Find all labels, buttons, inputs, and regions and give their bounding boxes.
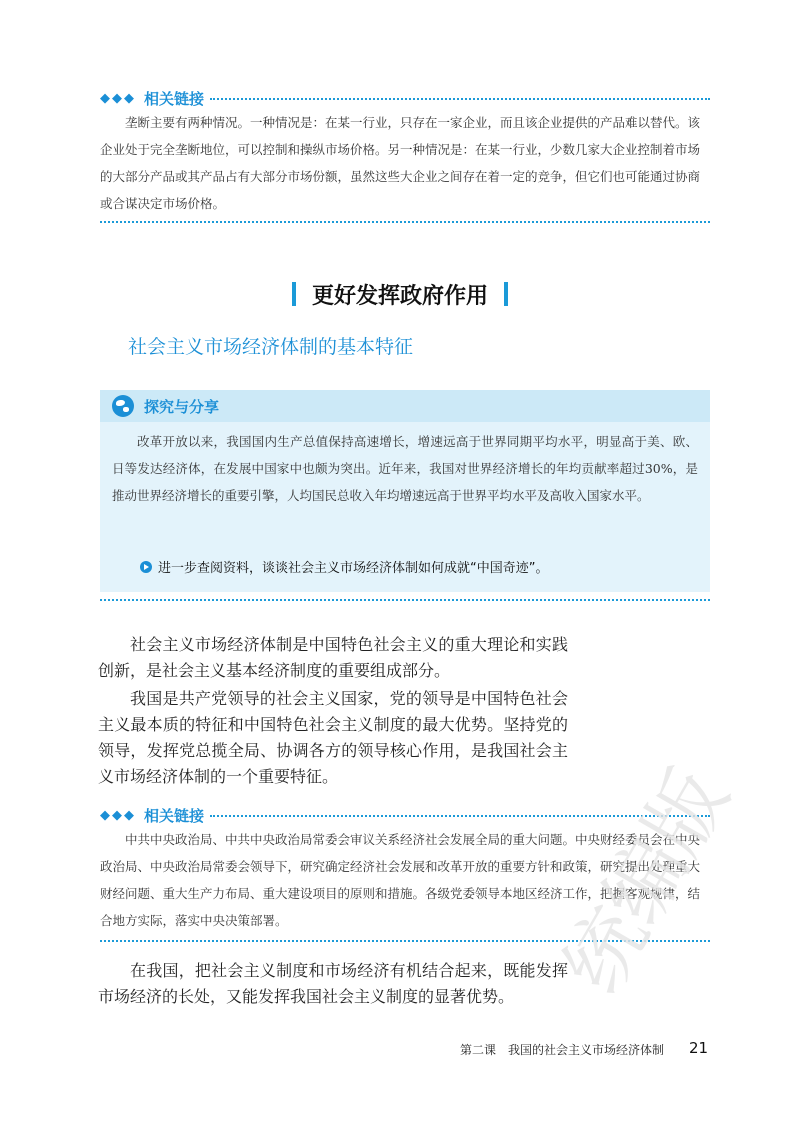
dotted-divider <box>100 599 710 601</box>
body-paragraph: 我国是共产党领导的社会主义国家，党的领导是中国特色社会主义最本质的特征和中国特色社会主义制度的最大优势。坚持党的领导，发挥党总揽全局、协调各方的领导核心作用，是我国社会主义市场经济体制的一个重要特征。 <box>98 689 568 786</box>
globe-icon <box>112 395 134 417</box>
explore-share-title: 探究与分享 <box>144 397 220 416</box>
dotted-divider <box>100 221 710 223</box>
related-link-paragraph: 垄断主要有两种情况。一种情况是：在某一行业，只存在一家企业，而且该企业提供的产品难以替代。该企业处于完全垄断地位，可以控制和操纵市场价格。另一种情况是：在某一行业，少数几家大企业控制着市场的大部分产品或其产品占有大部分市场份额，虽然这些大企业之间存在着一定的竞争，但它们也可能通过协商或合谋决定市场价格。 <box>100 115 701 211</box>
subheading: 社会主义市场经济体制的基本特征 <box>128 336 414 358</box>
related-link-title: 相关链接 <box>144 89 205 108</box>
explore-share-content <box>100 422 710 509</box>
related-link-content <box>100 109 700 217</box>
title-bar-left <box>292 282 296 306</box>
title-bar-right <box>504 282 508 306</box>
body-paragraph: 社会主义市场经济体制是中国特色社会主义的重大理论和实践创新，是社会主义基本经济制度的重要组成部分。 <box>98 635 568 680</box>
diamond-icons: ◆◆◆ <box>100 90 136 106</box>
related-link-title: 相关链接 <box>144 806 205 825</box>
explore-share-header <box>100 390 710 422</box>
body-paragraph: 在我国，把社会主义制度和市场经济有机结合起来，既能发挥市场经济的长处，又能发挥我国社会主义制度的显著优势。 <box>98 961 568 1006</box>
page-number: 21 <box>689 1039 709 1057</box>
footer-chapter: 第二课 我国的社会主义市场经济体制 <box>460 1043 665 1057</box>
related-link-header <box>100 88 710 108</box>
dotted-divider <box>210 98 710 100</box>
body-text-2 <box>98 958 568 1012</box>
related-link-paragraph: 中共中央政治局、中共中央政治局常委会审议关系经济社会发展全局的重大问题。中央财经委员会在中央政治局、中央政治局常委会领导下，研究确定经济社会发展和改革开放的重要方针和政策，研究提出处理重大财经问题、重大生产力布局、重大建设项目的原则和措施。各级党委领导本地区经济工作，把握客观规律，结合地方实际，落实中央决策部署。 <box>100 832 701 928</box>
section-title <box>0 279 800 309</box>
diamond-icons: ◆◆◆ <box>100 807 136 823</box>
explore-question-text: 进一步查阅资料，谈谈社会主义市场经济体制如何成就“中国奇迹”。 <box>158 561 549 576</box>
play-arrow-icon <box>140 561 152 573</box>
watermark: 统编版 <box>545 753 747 1009</box>
explore-share-box <box>100 390 710 592</box>
explore-question <box>140 557 548 576</box>
section-title-text: 更好发挥政府作用 <box>311 283 488 309</box>
body-text-1 <box>98 632 568 792</box>
explore-share-paragraph: 改革开放以来，我国国内生产总值保持高速增长，增速远高于世界同期平均水平，明显高于美、欧、日等发达经济体，在发展中国家中也颇为突出。近年来，我国对世界经济增长的年均贡献率超过30%，是推动世界经济增长的重要引擎，人均国民总收入年均增速远高于世界平均水平及高收入国家水平。 <box>112 434 698 503</box>
